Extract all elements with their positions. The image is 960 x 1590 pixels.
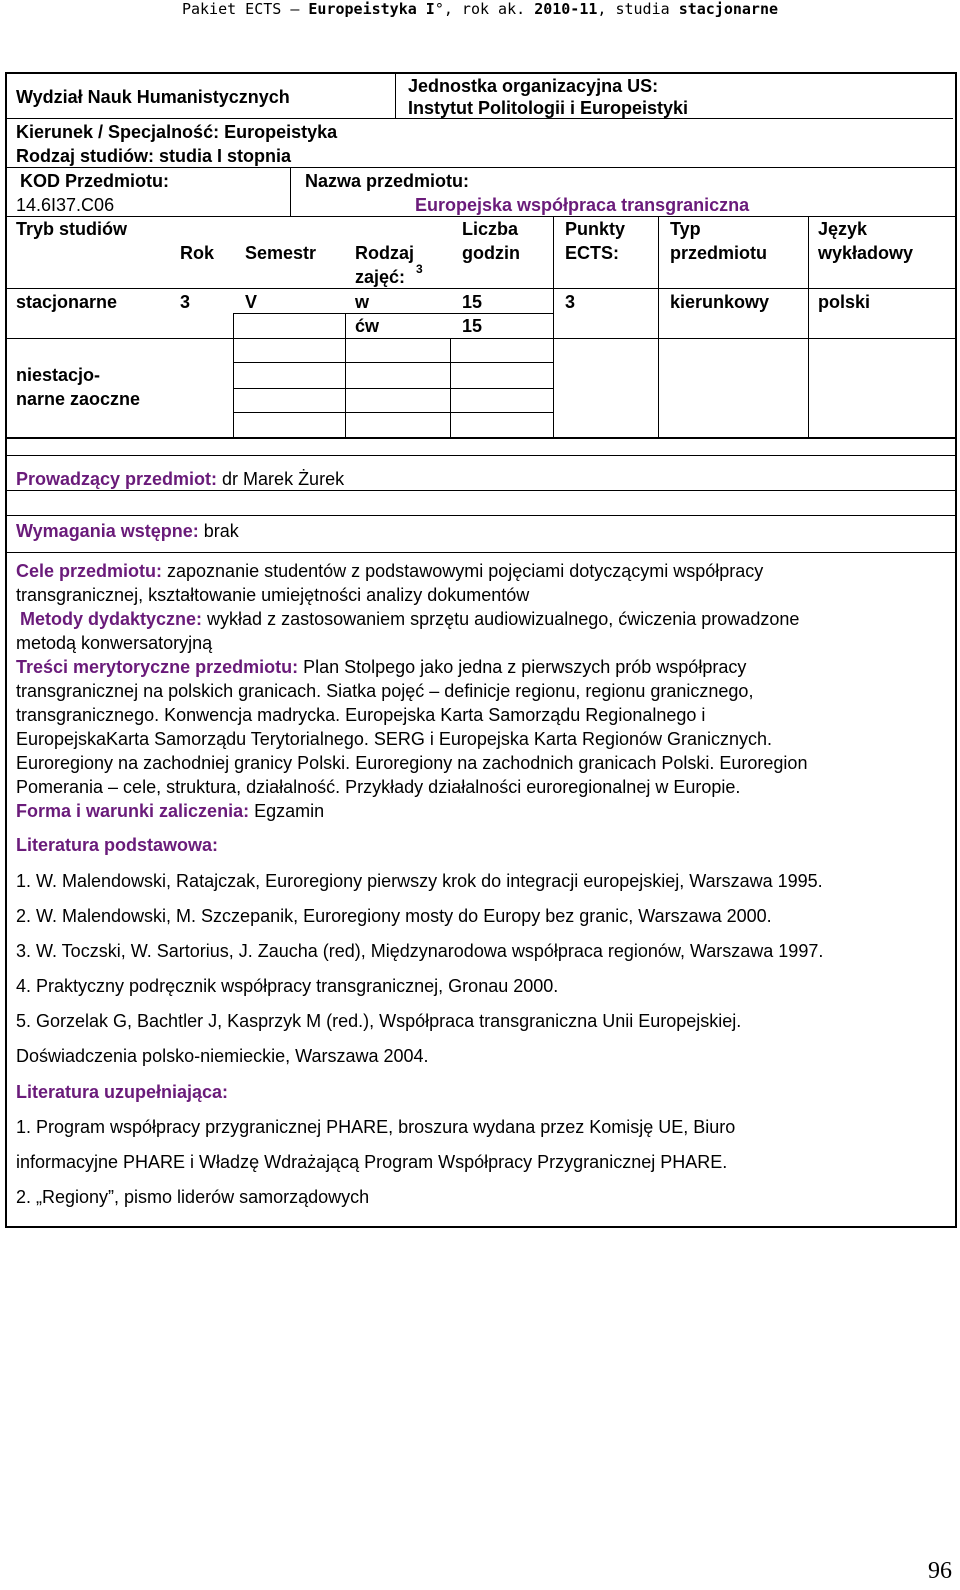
header-rodzaj-2: zajęć:	[355, 267, 406, 287]
divider	[658, 216, 659, 438]
header-part: 2010-11	[534, 0, 598, 18]
goals-label: Cele przedmiotu:	[16, 561, 163, 581]
assessment-value: Egzamin	[249, 801, 325, 821]
divider	[450, 338, 451, 438]
header-typ: Typ	[670, 219, 701, 239]
header-punkty-2: ECTS:	[565, 243, 619, 263]
divider	[395, 72, 396, 118]
extra-literature-item: informacyjne PHARE i Władzę Wdrażającą Program Współpracy Przygranicznej PHARE.	[16, 1152, 728, 1172]
prerequisites-value: brak	[198, 521, 239, 541]
divider	[5, 437, 955, 439]
header-jezyk: Język	[818, 219, 868, 239]
divider	[5, 338, 955, 339]
divider	[290, 167, 291, 216]
divider	[808, 216, 809, 438]
content-line: transgranicznej na polskich granicach. Siatka pojęć – definicje regionu, regionu granicznego,	[16, 681, 754, 701]
niestac-label-2: narne zaoczne	[16, 389, 141, 409]
content-line: EuropejskaKarta Samorządu Terytorialnego. SERG i Europejska Karta Regionów Granicznych.	[16, 729, 773, 749]
row-rodzaj: w	[355, 292, 370, 312]
instructor-value: dr Marek Żurek	[217, 469, 345, 489]
divider	[233, 313, 234, 438]
rodzaj-studiow: Rodzaj studiów: studia I stopnia	[16, 146, 292, 166]
content-line-1: Plan Stolpego jako jedna z pierwszych prób współpracy	[298, 657, 747, 677]
unit-value: Instytut Politologii i Europeistyki	[408, 98, 689, 118]
niestac-label: niestacjo-	[16, 365, 101, 385]
prerequisites	[16, 520, 239, 542]
methods-label: Metody dydaktyczne:	[20, 609, 203, 629]
faculty-name: Wydział Nauk Humanistycznych	[16, 87, 290, 107]
header-rok: Rok	[180, 243, 215, 263]
divider	[5, 455, 955, 456]
header-part: , studia	[597, 0, 679, 18]
goals	[16, 560, 763, 582]
unit-label: Jednostka organizacyjna US:	[408, 76, 659, 96]
basic-literature-label: Literatura podstawowa:	[16, 835, 219, 855]
content-line: Pomerania – cele, struktura, działalność. Przykłady działalności euroregionalnej w Europie.	[16, 777, 741, 797]
divider	[5, 288, 955, 289]
header-punkty: Punkty	[565, 219, 626, 239]
basic-literature-item: 4. Praktyczny podręcznik współpracy transgranicznej, Gronau 2000.	[16, 976, 559, 996]
basic-literature-item: 1. W. Malendowski, Ratajczak, Euroregiony pierwszy krok do integracji europejskiej, Warszawa 1995.	[16, 871, 823, 891]
page-header	[0, 0, 960, 18]
divider	[5, 216, 955, 217]
divider	[553, 216, 554, 438]
divider	[233, 362, 553, 363]
row-semestr: V	[245, 292, 258, 312]
content-line: transgranicznego. Konwencja madrycka. Europejska Karta Samorządu Regionalnego i	[16, 705, 706, 725]
row2-godziny: 15	[462, 316, 483, 336]
header-liczba: Liczba	[462, 219, 519, 239]
instructor	[16, 468, 344, 490]
basic-literature-item: Doświadczenia polsko-niemieckie, Warszawa 2004.	[16, 1046, 429, 1066]
extra-literature-item: 2. „Regiony”, pismo liderów samorządowych	[16, 1187, 370, 1207]
header-part: Europeistyka I	[308, 0, 435, 18]
row-jezyk: polski	[818, 292, 871, 312]
header-rodzaj-sup: 3	[416, 262, 423, 276]
divider	[5, 552, 955, 553]
header-part: Pakiet ECTS –	[181, 0, 309, 18]
content-label: Treści merytoryczne przedmiotu:	[16, 657, 299, 677]
methods-line-1: wykład z zastosowaniem sprzętu audiowizualnego, ćwiczenia prowadzone	[202, 609, 800, 629]
instructor-label: Prowadzący przedmiot:	[16, 469, 218, 489]
page-number: 96	[928, 1558, 952, 1584]
header-semestr: Semestr	[245, 243, 317, 263]
row-rok: 3	[180, 292, 191, 312]
basic-literature-item: 2. W. Malendowski, M. Szczepanik, Euroregiony mosty do Europy bez granic, Warszawa 2000.	[16, 906, 772, 926]
course-name: Europejska współpraca transgraniczna	[415, 195, 750, 215]
row-tryb: stacjonarne	[16, 292, 118, 312]
content-line: Euroregiony na zachodniej granicy Polski. Euroregiony na zachodnich granicach Polski. Euroregion	[16, 753, 808, 773]
header-jezyk-2: wykładowy	[818, 243, 914, 263]
methods-line-2: metodą konwersatoryjną	[16, 633, 213, 653]
kierunek: Kierunek / Specjalność: Europeistyka	[16, 122, 338, 142]
assessment	[16, 800, 324, 822]
row-ects: 3	[565, 292, 576, 312]
divider	[5, 490, 955, 491]
divider	[233, 412, 553, 413]
content	[16, 656, 746, 678]
extra-literature-item: 1. Program współpracy przygranicznej PHARE, broszura wydana przez Komisję UE, Biuro	[16, 1117, 736, 1137]
course-code: 14.6I37.C06	[16, 195, 115, 215]
methods	[20, 608, 799, 630]
row-godziny: 15	[462, 292, 483, 312]
extra-literature-label: Literatura uzupełniająca:	[16, 1082, 229, 1102]
goals-line-2: transgranicznej, kształtowanie umiejętności analizy dokumentów	[16, 585, 530, 605]
header-typ-2: przedmiotu	[670, 243, 767, 263]
header-rodzaj: Rodzaj	[355, 243, 415, 263]
basic-literature-item: 3. W. Toczski, W. Sartorius, J. Zaucha (red), Międzynarodowa współpraca regionów, Warszawa 1997.	[16, 941, 824, 961]
assessment-label: Forma i warunki zaliczenia:	[16, 801, 250, 821]
header-liczba-2: godzin	[462, 243, 520, 263]
prerequisites-label: Wymagania wstępne:	[16, 521, 199, 541]
header-part: °, rok ak.	[434, 0, 535, 18]
header-tryb: Tryb studiów	[16, 219, 128, 239]
divider	[233, 313, 553, 314]
divider	[233, 388, 553, 389]
row2-rodzaj: ćw	[355, 316, 380, 336]
course-name-label: Nazwa przedmiotu:	[305, 171, 470, 191]
basic-literature-item: 5. Gorzelak G, Bachtler J, Kasprzyk M (red.), Współpraca transgraniczna Unii Europejskiej.	[16, 1011, 742, 1031]
course-code-label: KOD Przedmiotu:	[20, 171, 170, 191]
divider	[5, 167, 955, 168]
row-typ: kierunkowy	[670, 292, 770, 312]
goals-line-1: zapoznanie studentów z podstawowymi pojęciami dotyczącymi współpracy	[162, 561, 764, 581]
divider	[5, 515, 955, 516]
header-part: stacjonarne	[678, 0, 779, 18]
divider	[345, 313, 346, 438]
